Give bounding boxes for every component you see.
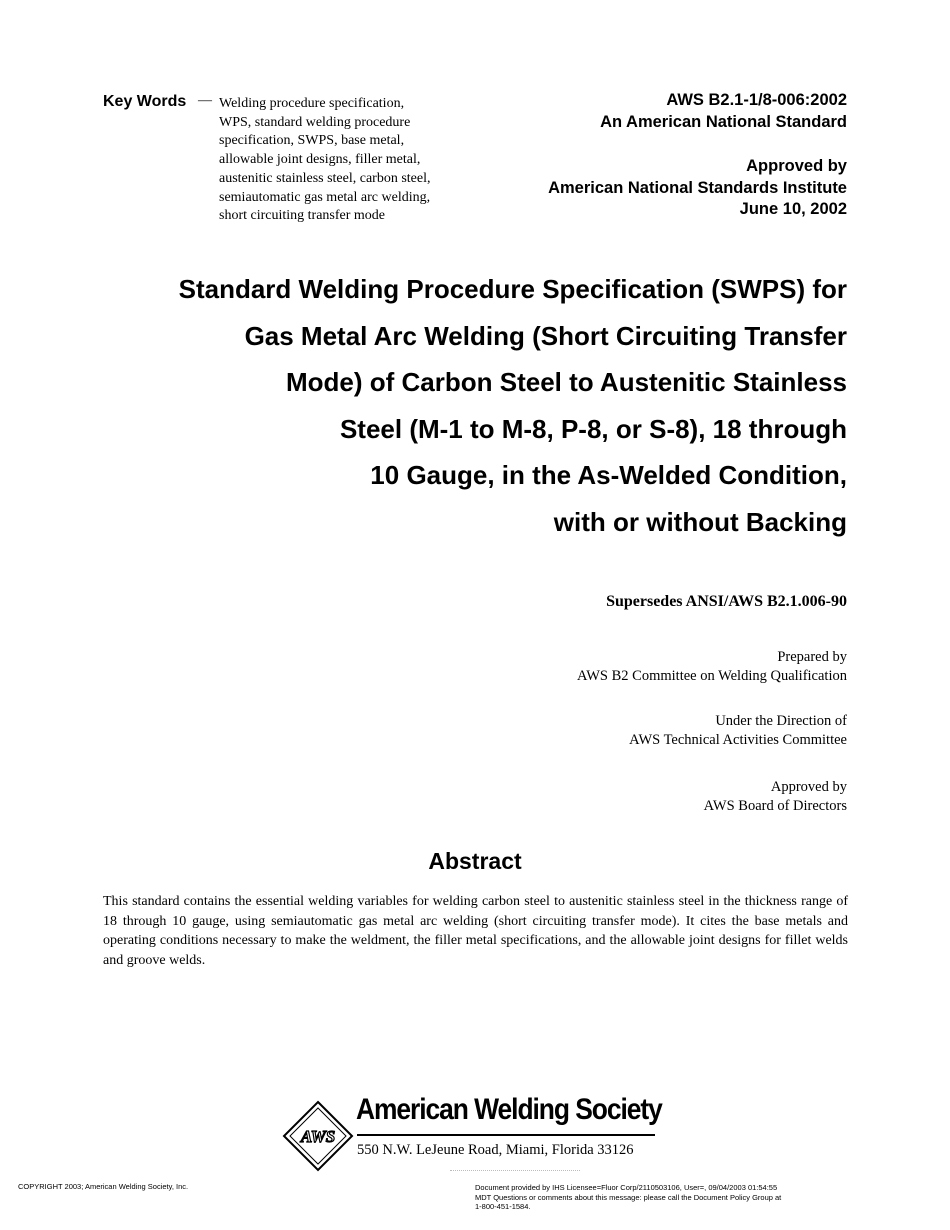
abstract-body: This standard contains the essential welding variables for welding carbon steel to austenitic stainless steel in the thickness range of 18 through 10 gauge, using semiautomatic gas metal arc welding (short circuiting transfer mode). It cites the base metals and operating conditions necessary to make the weldment, the filler metal specifications, and the allowable joint designs for fillet welds and groove welds. <box>103 894 848 968</box>
aws-logo-text: AWS <box>300 1127 336 1146</box>
society-address: 550 N.W. LeJeune Road, Miami, Florida 33126 <box>357 1142 634 1158</box>
keyword-line: Welding procedure specification, <box>219 96 405 111</box>
approval-date: June 10, 2002 <box>739 200 847 218</box>
society-rule <box>357 1134 655 1136</box>
credit-direction <box>629 712 847 750</box>
title-line: with or without Backing <box>553 506 847 537</box>
standard-number: AWS B2.1-1/8-006:2002 <box>666 91 847 109</box>
credit-value: AWS Technical Activities Committee <box>629 732 847 748</box>
keywords-dash: — <box>198 93 212 108</box>
standard-type: An American National Standard <box>600 112 847 131</box>
society-name: American Welding Society <box>356 1093 662 1126</box>
designation-block <box>548 90 847 221</box>
title-line: Steel (M-1 to M-8, P-8, or S-8), 18 through <box>339 413 847 444</box>
copyright-notice: COPYRIGHT 2003; American Welding Society, Inc. <box>18 1182 189 1191</box>
keyword-line: specification, SWPS, base metal, <box>219 133 405 149</box>
keywords-list <box>219 95 469 226</box>
keyword-line: short circuiting transfer mode <box>219 208 386 224</box>
supersedes-note: Supersedes ANSI/AWS B2.1.006-90 <box>606 593 847 610</box>
credit-approved <box>704 778 847 816</box>
title-line: Standard Welding Procedure Specification (SWPS) for <box>178 274 847 304</box>
credit-prepared <box>577 648 847 686</box>
abstract-heading: Abstract <box>428 848 522 874</box>
keywords-label: Key Words <box>103 93 187 110</box>
credit-label: Approved by <box>770 779 847 795</box>
approved-by-label: Approved by <box>746 157 847 175</box>
credit-label: Prepared by <box>777 649 847 665</box>
document-provided-notice: Document provided by IHS Licensee=Fluor Corp/2110503106, User=, 09/04/2003 01:54:55 MDT Questions or comments about this message: please call the Document Policy Group at 1-800-451-1584. <box>475 1183 782 1211</box>
keyword-line: allowable joint designs, filler metal, <box>219 152 421 168</box>
keyword-line: WPS, standard welding procedure <box>219 114 411 130</box>
document-title <box>127 266 847 545</box>
aws-logo <box>282 1100 354 1172</box>
keyword-line: austenitic stainless steel, carbon steel, <box>219 170 431 186</box>
credit-value: AWS Board of Directors <box>703 798 847 814</box>
title-line: Gas Metal Arc Welding (Short Circuiting Transfer <box>244 320 847 351</box>
faint-divider <box>450 1170 580 1172</box>
approving-institute: American National Standards Institute <box>548 178 847 197</box>
title-line: Mode) of Carbon Steel to Austenitic Stainless <box>286 367 847 397</box>
credit-label: Under the Direction of <box>715 713 847 729</box>
credit-value: AWS B2 Committee on Welding Qualification <box>576 668 847 684</box>
keyword-line: semiautomatic gas metal arc welding, <box>219 189 431 205</box>
title-line: 10 Gauge, in the As-Welded Condition, <box>370 460 847 490</box>
